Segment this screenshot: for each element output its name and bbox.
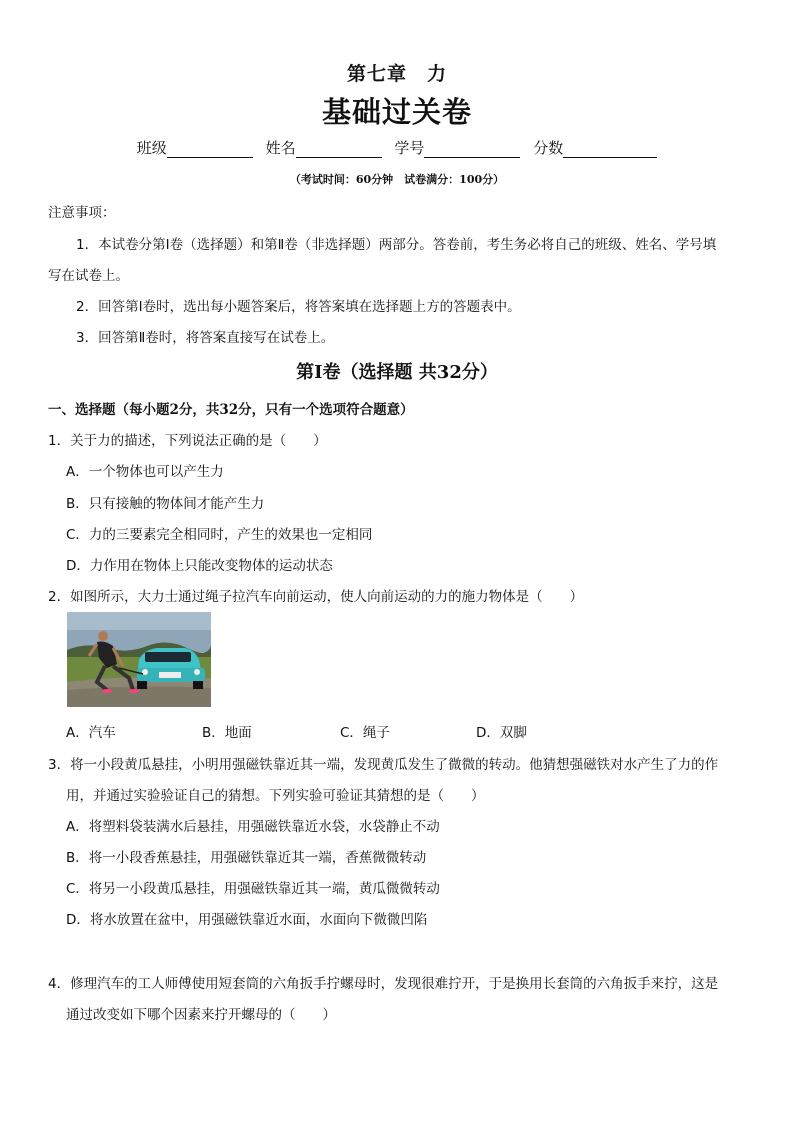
question-2-option-b: B．地面 <box>202 725 252 741</box>
section-title: 第Ⅰ卷（选择题 共32分） <box>296 362 498 383</box>
student-id-blank[interactable] <box>424 141 520 158</box>
question-2-option-a: A．汽车 <box>66 725 116 741</box>
question-1-option-b: B．只有接触的物体间才能产生力 <box>66 496 265 512</box>
question-2-option-c: C．绳子 <box>340 725 390 741</box>
question-3-stem-cont: 用，并通过实验验证自己的猜想。下列实验可验证其猜想的是（ ） <box>66 788 485 804</box>
score-blank[interactable] <box>563 141 657 158</box>
question-3-stem: 3．将一小段黄瓜悬挂，小明用强磁铁靠近其一端，发现黄瓜发生了微微的转动。他猜想强磁铁对水产生了力的作 <box>48 757 719 773</box>
question-3-option-d: D．将水放置在盆中，用强磁铁靠近水面，水面向下微微凹陷 <box>66 912 428 928</box>
question-1-option-c: C．力的三要素完全相同时，产生的效果也一定相同 <box>66 527 373 543</box>
class-blank[interactable] <box>167 141 253 158</box>
page-title: 基础过关卷 <box>321 95 472 129</box>
question-4-stem-cont: 通过改变如下哪个因素来拧开螺母的（ ） <box>66 1007 336 1023</box>
student-id-label: 学号 <box>394 139 425 157</box>
notice-item-1-cont: 写在试卷上。 <box>48 268 129 284</box>
question-2-stem: 2．如图所示，大力士通过绳子拉汽车向前运动，使人向前运动的力的施力物体是（ ） <box>48 589 584 605</box>
question-1-stem: 1．关于力的描述，下列说法正确的是（ ） <box>48 433 327 449</box>
chapter-heading: 第七章 力 <box>346 63 447 85</box>
notice-item-2: 2．回答第Ⅰ卷时，选出每小题答案后，将答案填在选择题上方的答题表中。 <box>76 299 521 315</box>
part-heading: 一、选择题（每小题2分，共32分，只有一个选项符合题意） <box>48 402 414 418</box>
question-1-option-d: D．力作用在物体上只能改变物体的运动状态 <box>66 558 333 574</box>
student-info-line <box>0 137 794 158</box>
question-1-option-a: A．一个物体也可以产生力 <box>66 464 224 480</box>
question-2-option-d: D．双脚 <box>476 725 527 741</box>
question-4-stem: 4．修理汽车的工人师傅使用短套筒的六角扳手拧螺母时，发现很难拧开，于是换用长套筒的六角扳手来拧，这是 <box>48 976 719 992</box>
question-3-option-b: B．将一小段香蕉悬挂，用强磁铁靠近其一端，香蕉微微转动 <box>66 850 427 866</box>
question-3-option-c: C．将另一小段黄瓜悬挂，用强磁铁靠近其一端，黄瓜微微转动 <box>66 881 440 897</box>
strongman-car-photo <box>67 612 211 707</box>
score-label: 分数 <box>533 139 564 157</box>
class-label: 班级 <box>136 139 167 157</box>
name-label: 姓名 <box>265 139 296 157</box>
exam-info: （考试时间：60分钟 试卷满分：100分） <box>289 173 505 186</box>
notice-item-3: 3．回答第Ⅱ卷时，将答案直接写在试卷上。 <box>76 330 335 346</box>
notice-item-1: 1．本试卷分第Ⅰ卷（选择题）和第Ⅱ卷（非选择题）两部分。答卷前，考生务必将自己的班级、姓名、学号填 <box>76 237 717 253</box>
notice-heading: 注意事项： <box>48 205 116 221</box>
name-blank[interactable] <box>296 141 382 158</box>
question-3-option-a: A．将塑料袋装满水后悬挂，用强磁铁靠近水袋，水袋静止不动 <box>66 819 440 835</box>
